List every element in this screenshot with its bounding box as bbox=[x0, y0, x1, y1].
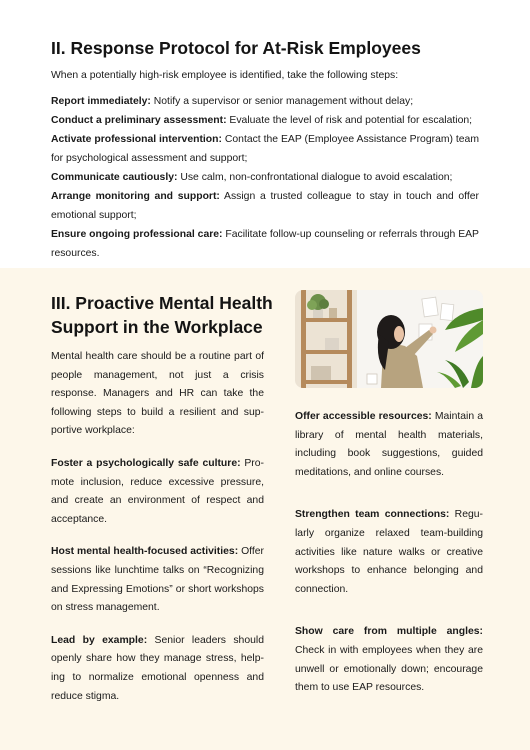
tip-text: Promote inclusion, reduce excessive pressure, and create an environment of respect and acceptance. bbox=[51, 457, 264, 525]
tip-text: Check in with employees when they are unwell or emotionally down; encourage them to use EAP resources. bbox=[295, 644, 483, 694]
tip-label: Host mental health-focused activities: bbox=[51, 546, 239, 558]
step-text: Facilitate follow-up counseling or referrals through EAP resources. bbox=[51, 229, 479, 259]
step-text: Evaluate the level of risk and potential for escalation; bbox=[226, 115, 473, 126]
step-text: Use calm, non-confrontational dialogue to avoid escalation; bbox=[177, 172, 453, 183]
step-text: Contact the EAP (Employee Assistance Program) team for psychological assessment and support; bbox=[51, 134, 479, 164]
left-column bbox=[51, 348, 264, 720]
step-item bbox=[51, 225, 479, 263]
photo-illustration bbox=[295, 290, 483, 388]
section-response-protocol bbox=[0, 0, 530, 268]
tip-label: Offer accessible resources: bbox=[295, 411, 432, 422]
step-text: Assign a trusted colleague to stay in touch and offer emotional support; bbox=[51, 191, 479, 221]
step-item bbox=[51, 130, 479, 168]
step-label: Report immediately: bbox=[51, 96, 151, 107]
section2-title: II. Response Protocol for At-Risk Employees bbox=[51, 38, 421, 58]
tip-label: Foster a psychologically safe culture: bbox=[51, 457, 241, 469]
tip-item bbox=[295, 408, 483, 482]
step-item bbox=[51, 111, 479, 130]
section2-intro: When a potentially high-risk employee is identified, take the following steps: bbox=[51, 70, 399, 81]
tip-label: Show care from multiple angles: bbox=[295, 626, 483, 638]
tip-label: Lead by example: bbox=[51, 634, 148, 646]
step-item bbox=[51, 187, 479, 225]
section3-title: III. Proactive Mental Health Support in the Workplace bbox=[51, 293, 273, 337]
tip-item bbox=[51, 632, 264, 706]
tip-text: Regularly organize relaxed team-building activities like nature walks or creative workshops to enhance belonging and connection. bbox=[295, 509, 483, 595]
office-woman-photo bbox=[295, 290, 483, 388]
tip-item bbox=[295, 623, 483, 697]
step-item bbox=[51, 168, 479, 187]
tip-text: Senior leaders should openly share how they manage stress, helping to normalize emotional openness and reduce stigma. bbox=[51, 634, 264, 702]
right-column bbox=[295, 408, 483, 722]
tip-text: Offer sessions like lunchtime talks on “Recognizing and Expressing Emotions” or short workshops on stress management. bbox=[51, 546, 264, 614]
steps-list bbox=[51, 92, 479, 263]
step-item bbox=[51, 92, 479, 111]
tip-label: Strengthen team connections: bbox=[295, 509, 450, 521]
step-label: Ensure ongoing professional care: bbox=[51, 229, 223, 240]
tip-item bbox=[51, 455, 264, 529]
tip-item bbox=[51, 543, 264, 617]
step-text: Notify a supervisor or senior management without delay; bbox=[150, 96, 414, 107]
section3-intro: Mental health care should be a routine part of people management, not just a crisis response. Managers and HR can take the following steps to build a resilient and supportive workplace: bbox=[51, 351, 264, 437]
section-proactive-support bbox=[0, 268, 530, 750]
tip-text: Maintain a library of mental health materials, including book suggestions, guided meditations, and online courses. bbox=[295, 411, 484, 478]
step-label: Activate professional intervention: bbox=[51, 134, 222, 145]
step-label: Communicate cautiously: bbox=[51, 172, 178, 183]
step-label: Conduct a preliminary assessment: bbox=[51, 115, 227, 126]
step-label: Arrange monitoring and support: bbox=[51, 191, 220, 202]
tip-item bbox=[295, 506, 483, 599]
